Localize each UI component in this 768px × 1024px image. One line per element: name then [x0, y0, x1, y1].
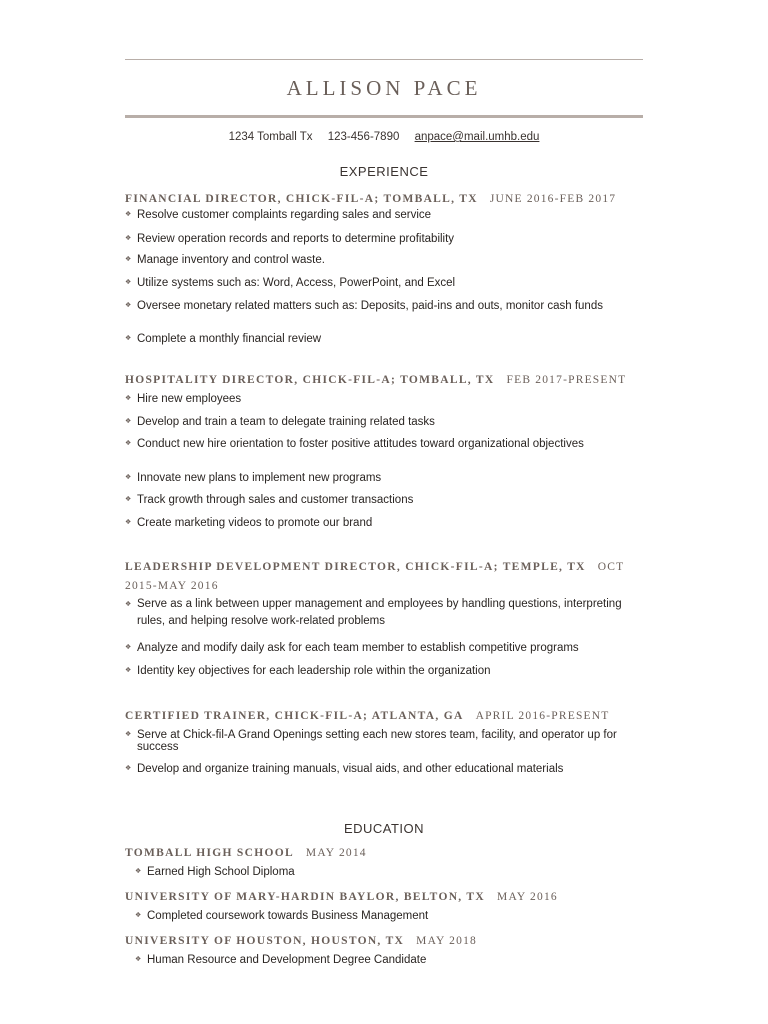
job-title	[125, 190, 643, 208]
list-item: ❖ Utilize systems such as: Word, Access, PowerPoint, and Excel	[125, 277, 642, 289]
list-item: ❖ Develop and organize training manuals, visual aids, and other educational materials	[125, 763, 642, 775]
list-item: ❖ Human Resource and Development Degree Candidate	[125, 954, 652, 966]
candidate-name: ALLISON PACE	[286, 76, 482, 100]
list-item: ❖ Serve at Chick-fil-A Grand Openings setting each new stores team, facility, and operator up for success	[125, 729, 642, 753]
contact-line	[125, 129, 643, 145]
job-date-start: OCT	[597, 561, 625, 573]
job-date: JUNE 2016-FEB 2017	[489, 193, 617, 205]
job-title-text: HOSPITALITY DIRECTOR, CHICK-FIL-A; TOMBALL, TX	[125, 374, 495, 386]
school-date: MAY 2014	[305, 847, 367, 859]
list-item: ❖ Manage inventory and control waste.	[125, 254, 642, 266]
header-top-rule	[125, 59, 643, 60]
list-item: ❖ Complete a monthly financial review	[125, 333, 642, 345]
phone: 123-456-7890	[327, 131, 400, 143]
list-item: ❖ Identity key objectives for each leadership role within the organization	[125, 665, 642, 677]
list-item: ❖ Conduct new hire orientation to foster positive attitudes toward organizational objectives	[125, 438, 642, 450]
school-title	[125, 888, 643, 906]
school-title	[125, 844, 643, 862]
job-title-text: FINANCIAL DIRECTOR, CHICK-FIL-A; TOMBALL, TX	[125, 193, 478, 205]
list-item: ❖ Serve as a link between upper management and employees by handling questions, interpreting rules, and helping resolve work-related problems	[125, 596, 642, 630]
list-item: ❖ Hire new employees	[125, 393, 642, 405]
list-item: ❖ Earned High School Diploma	[125, 866, 652, 878]
header-bottom-rule	[125, 115, 643, 118]
list-item: ❖ Resolve customer complaints regarding sales and service	[125, 209, 642, 221]
list-item: ❖ Track growth through sales and customer transactions	[125, 494, 642, 506]
list-item: ❖ Create marketing videos to promote our brand	[125, 517, 642, 529]
list-item: ❖ Completed coursework towards Business Management	[125, 910, 652, 922]
list-item: ❖ Review operation records and reports to determine profitability	[125, 233, 642, 245]
job-title	[125, 371, 643, 389]
job-date: APRIL 2016-PRESENT	[475, 710, 610, 722]
job-date: 2015-MAY 2016	[125, 580, 219, 592]
list-item: ❖ Analyze and modify daily ask for each team member to establish competitive programs	[125, 642, 642, 654]
school-title	[125, 932, 643, 950]
school-name: UNIVERSITY OF MARY-HARDIN BAYLOR, BELTON, TX	[125, 891, 486, 903]
job-title	[125, 707, 643, 725]
list-item: ❖ Innovate new plans to implement new programs	[125, 472, 642, 484]
email-link[interactable]: anpace@mail.umhb.edu	[414, 131, 540, 143]
school-name: UNIVERSITY OF HOUSTON, HOUSTON, TX	[125, 935, 405, 947]
school-date: MAY 2018	[416, 935, 477, 947]
education-heading: EDUCATION	[343, 821, 425, 836]
address: 1234 Tomball Tx	[228, 131, 313, 143]
list-item: ❖ Develop and train a team to delegate training related tasks	[125, 416, 642, 428]
school-name: TOMBALL HIGH SCHOOL	[125, 847, 294, 859]
school-date: MAY 2016	[497, 891, 558, 903]
job-title	[125, 558, 643, 596]
job-title-text: LEADERSHIP DEVELOPMENT DIRECTOR, CHICK-FIL-A; TEMPLE, TX	[125, 561, 586, 573]
job-date: FEB 2017-PRESENT	[506, 374, 627, 386]
experience-heading: EXPERIENCE	[339, 164, 429, 179]
job-title-text: CERTIFIED TRAINER, CHICK-FIL-A; ATLANTA, GA	[125, 710, 464, 722]
list-item: ❖ Oversee monetary related matters such as: Deposits, paid-ins and outs, monitor cash funds	[125, 300, 642, 312]
